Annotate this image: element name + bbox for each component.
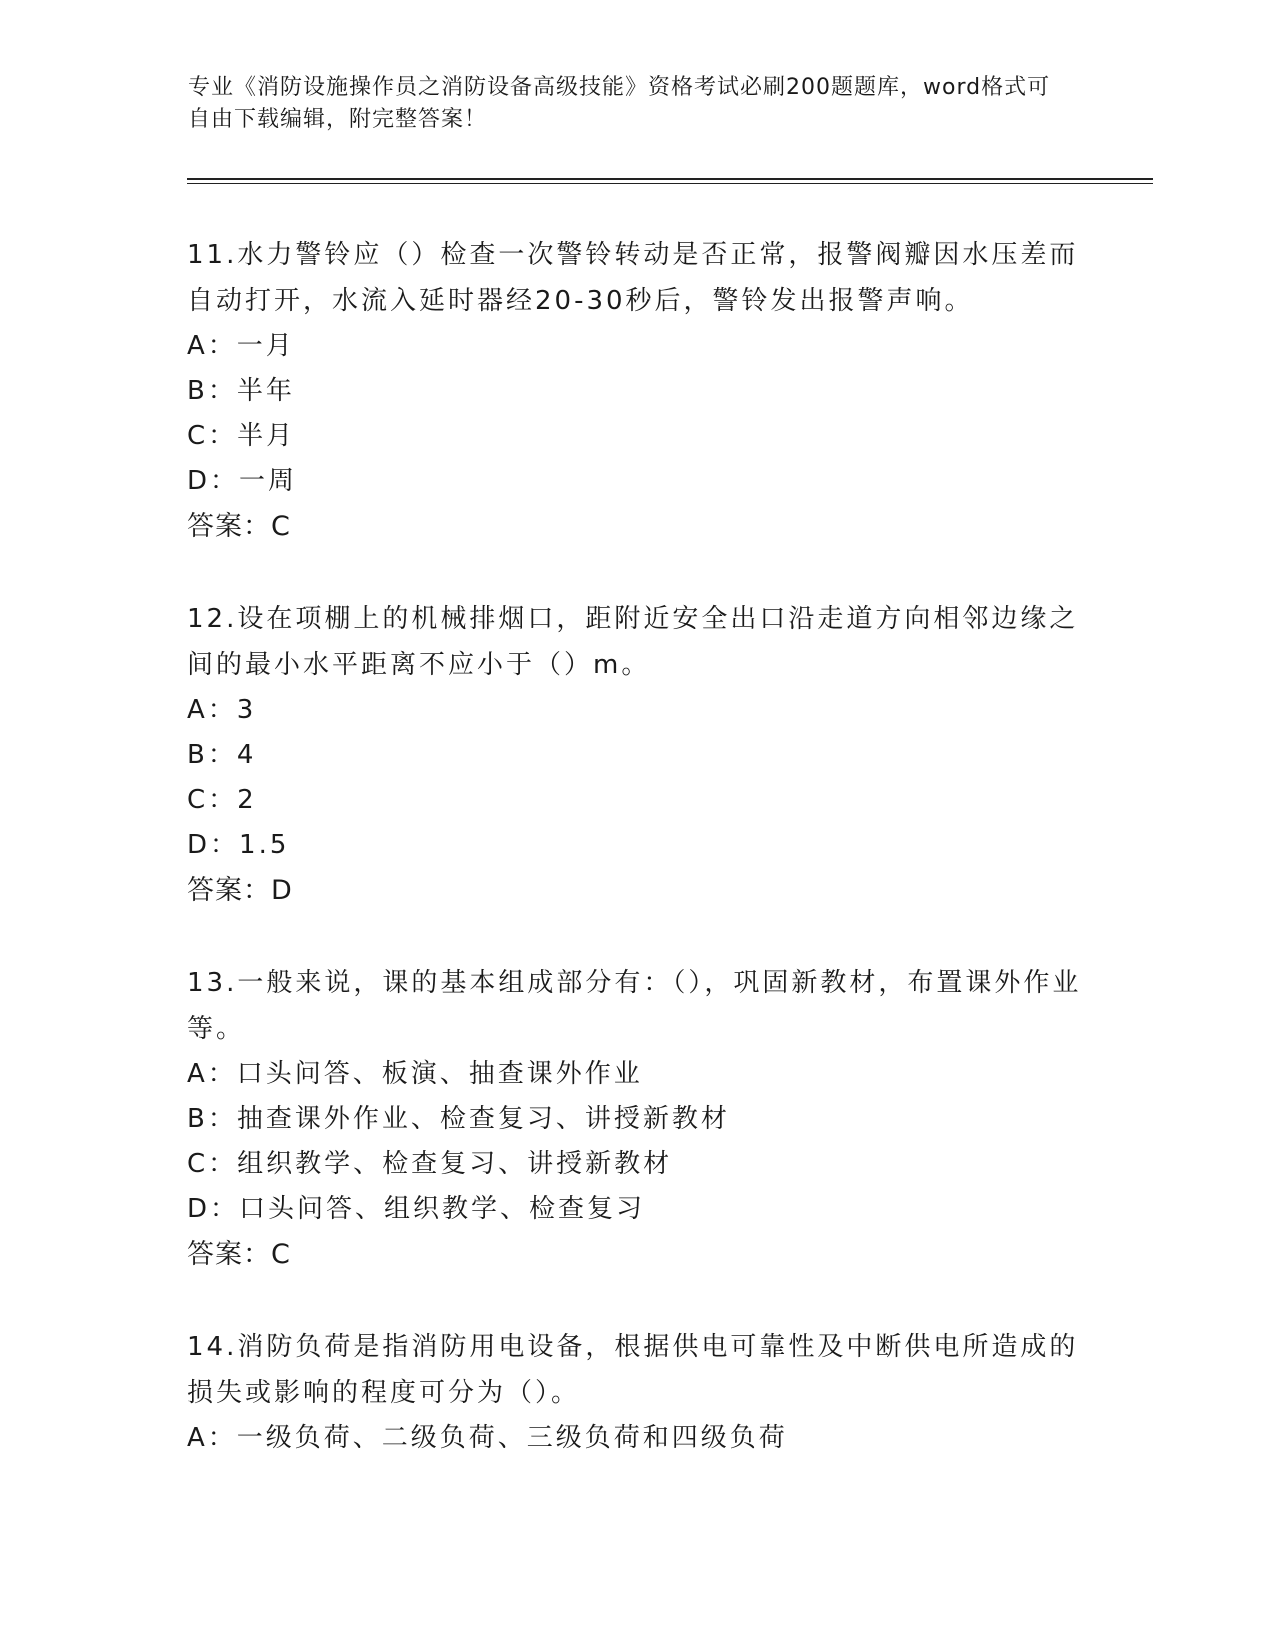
answer-line: 答案：D: [187, 875, 293, 906]
option-c: C：半月: [187, 421, 296, 451]
header-divider-thin: [187, 183, 1153, 184]
header-divider-thick: [187, 178, 1153, 180]
answer-line: 答案：C: [187, 1239, 291, 1270]
question-list: [187, 232, 1087, 1507]
option-b: B：抽查课外作业、检查复习、讲授新教材: [187, 1104, 730, 1134]
option-a: A：一级负荷、二级负荷、三级负荷和四级负荷: [187, 1423, 788, 1453]
option-a: A：一月: [187, 331, 295, 361]
option-d: D：口头问答、组织教学、检查复习: [187, 1194, 646, 1224]
option-d: D：1.5: [187, 830, 290, 860]
option-c: C：组织教学、检查复习、讲授新教材: [187, 1149, 673, 1179]
question-12: [187, 596, 1087, 914]
option-a: A：3: [187, 695, 257, 725]
option-b: B：半年: [187, 376, 295, 406]
question-13: [187, 960, 1087, 1278]
option-d: D：一周: [187, 466, 298, 496]
question-stem: 13.一般来说，课的基本组成部分有：（），巩固新教材，布置课外作业等。: [187, 968, 1082, 1044]
document-header: 专业《消防设施操作员之消防设备高级技能》资格考试必刷200题题库，word格式可自由下载编辑，附完整答案！: [188, 75, 1051, 132]
question-stem: 12.设在项棚上的机械排烟口，距附近安全出口沿走道方向相邻边缘之间的最小水平距离不应小于（）m。: [187, 604, 1079, 680]
option-b: B：4: [187, 740, 257, 770]
option-a: A：口头问答、板演、抽查课外作业: [187, 1059, 643, 1089]
question-11: [187, 232, 1087, 550]
question-stem: 11.水力警铃应（）检查一次警铃转动是否正常，报警阀瓣因水压差而自动打开，水流入延时器经20-30秒后，警铃发出报警声响。: [187, 240, 1079, 316]
question-14: [187, 1324, 1087, 1461]
option-c: C：2: [187, 785, 257, 815]
answer-line: 答案：C: [187, 511, 291, 542]
question-stem: 14.消防负荷是指消防用电设备，根据供电可靠性及中断供电所造成的损失或影响的程度可分为（）。: [187, 1332, 1079, 1408]
